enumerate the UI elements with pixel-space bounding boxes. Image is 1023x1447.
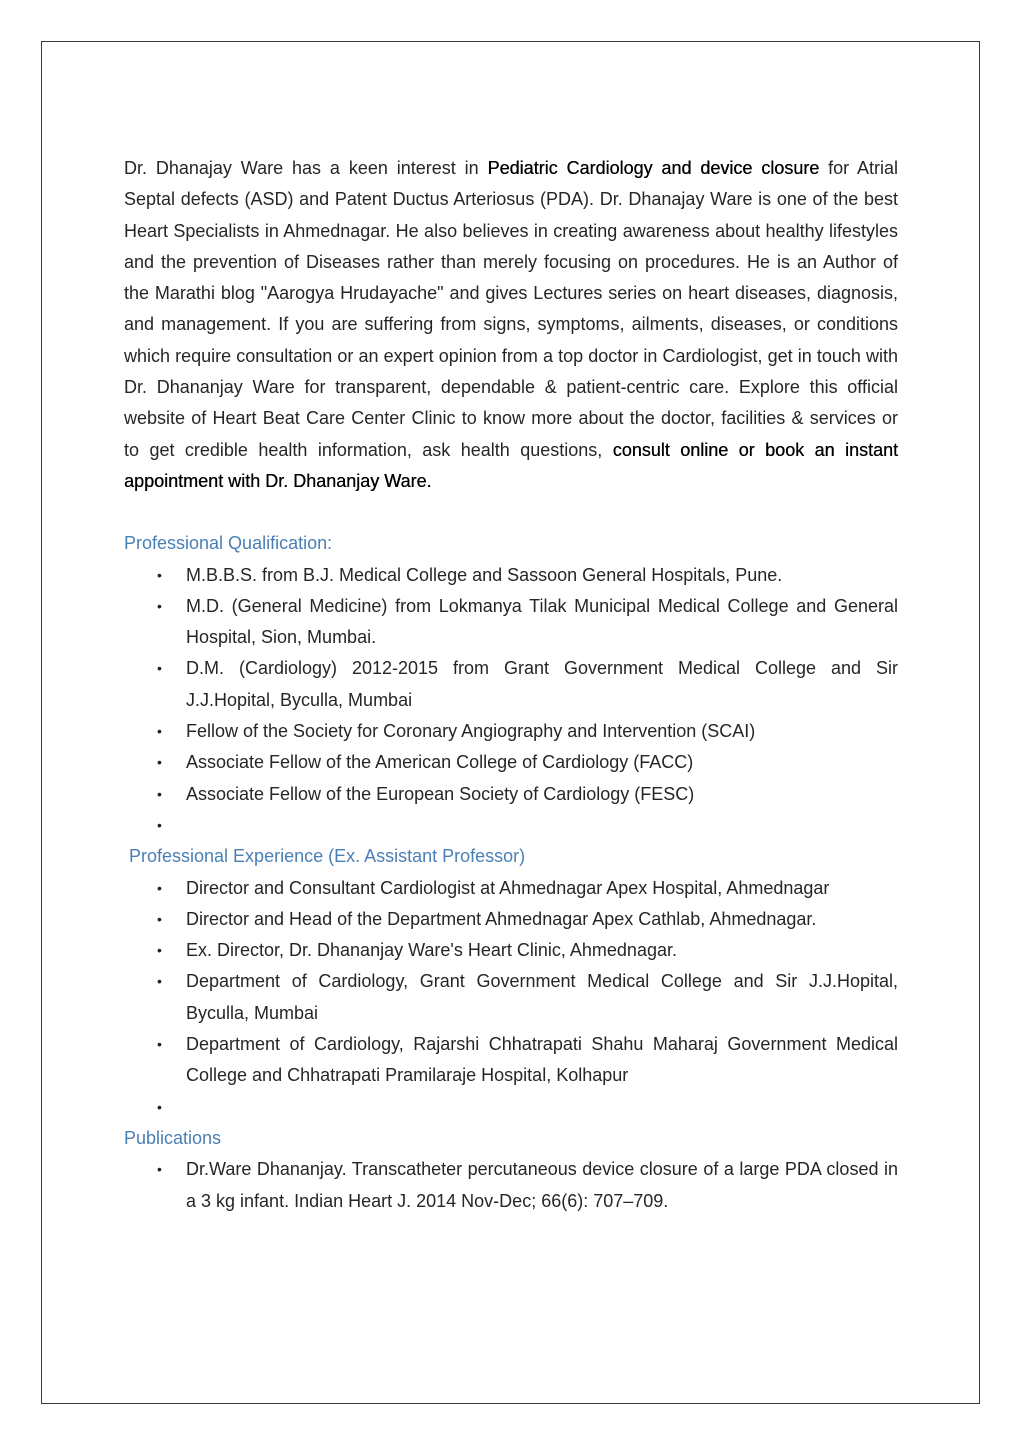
- bullet-icon: •: [157, 973, 162, 990]
- bullet-icon: •: [157, 1036, 162, 1053]
- bullet-icon: •: [157, 816, 162, 833]
- list-item: • Ex. Director, Dr. Dhananjay Ware's Heart Clinic, Ahmednagar.: [124, 935, 898, 966]
- list-item: • Director and Consultant Cardiologist at Ahmednagar Apex Hospital, Ahmednagar: [124, 873, 898, 904]
- bullet-icon: •: [157, 785, 162, 802]
- publications-heading: Publications: [124, 1127, 222, 1148]
- list-item: • Dr.Ware Dhananjay. Transcatheter percutaneous device closure of a large PDA closed in a 3 kg infant. Indian Heart J. 2014 Nov-Dec; 66(6): 707–709.: [124, 1154, 898, 1217]
- qualification-list: [124, 560, 898, 842]
- list-item: • Associate Fellow of the American College of Cardiology (FACC): [124, 747, 898, 778]
- experience-heading: Professional Experience (Ex. Assistant Professor): [129, 846, 526, 867]
- list-item: • Fellow of the Society for Coronary Angiography and Intervention (SCAI): [124, 716, 898, 747]
- bullet-icon: •: [157, 660, 162, 677]
- intro-emphasis-2: consult online or book an instant appointment with Dr. Dhananjay Ware.: [124, 439, 898, 491]
- list-item: • D.M. (Cardiology) 2012-2015 from Grant Government Medical College and Sir J.J.Hopital, Byculla, Mumbai: [124, 653, 898, 716]
- list-item: • M.B.B.S. from B.J. Medical College and Sassoon General Hospitals, Pune.: [124, 560, 898, 591]
- bullet-icon: •: [157, 754, 162, 771]
- intro-text-1: Dr. Dhanajay Ware has a keen interest in: [124, 158, 488, 178]
- bullet-icon: •: [157, 1098, 162, 1115]
- list-item: • M.D. (General Medicine) from Lokmanya Tilak Municipal Medical College and General Hospital, Sion, Mumbai.: [124, 591, 898, 654]
- list-item: • Director and Head of the Department Ahmednagar Apex Cathlab, Ahmednagar.: [124, 904, 898, 935]
- document-content: [124, 153, 898, 1217]
- list-item-empty: [124, 810, 898, 841]
- experience-list: [124, 873, 898, 1123]
- list-item-empty: [124, 1092, 898, 1123]
- intro-text-2: for Atrial Septal defects (ASD) and Patent Ductus Arteriosus (PDA). Dr. Dhanajay Ware is one of the best Heart Specialists in Ahmednagar. He also believes in creating awareness about healthy lifestyles and the prevention of Diseases rather than merely focusing on procedures. He is an Author of the Marathi blog "Aarogya Hrudayache" and gives Lectures series on heart diseases, diagnosis, and management. If you are suffering from signs, symptoms, ailments, diseases, or conditions which require consultation or an expert opinion from a top doctor in Cardiologist, get in touch with Dr. Dhananjay Ware for transparent, dependable & patient-centric care. Explore this official website of Heart Beat Care Center Clinic to know more about the doctor, facilities & services or to get credible health information, ask health questions,: [124, 158, 898, 460]
- list-item: • Department of Cardiology, Grant Government Medical College and Sir J.J.Hopital, Byculla, Mumbai: [124, 966, 898, 1029]
- bullet-icon: •: [157, 879, 162, 896]
- bullet-icon: •: [157, 910, 162, 927]
- bullet-icon: •: [157, 942, 162, 959]
- intro-paragraph: [124, 153, 898, 497]
- bullet-icon: •: [157, 1161, 162, 1178]
- qualification-heading: Professional Qualification:: [124, 533, 333, 554]
- list-item: • Associate Fellow of the European Society of Cardiology (FESC): [124, 779, 898, 810]
- bullet-icon: •: [157, 723, 162, 740]
- list-item: • Department of Cardiology, Rajarshi Chhatrapati Shahu Maharaj Government Medical College and Chhatrapati Pramilaraje Hospital, Kolhapur: [124, 1029, 898, 1092]
- bullet-icon: •: [157, 597, 162, 614]
- bullet-icon: •: [157, 566, 162, 583]
- publications-list: [124, 1154, 898, 1217]
- intro-emphasis-1: Pediatric Cardiology and device closure: [487, 158, 820, 178]
